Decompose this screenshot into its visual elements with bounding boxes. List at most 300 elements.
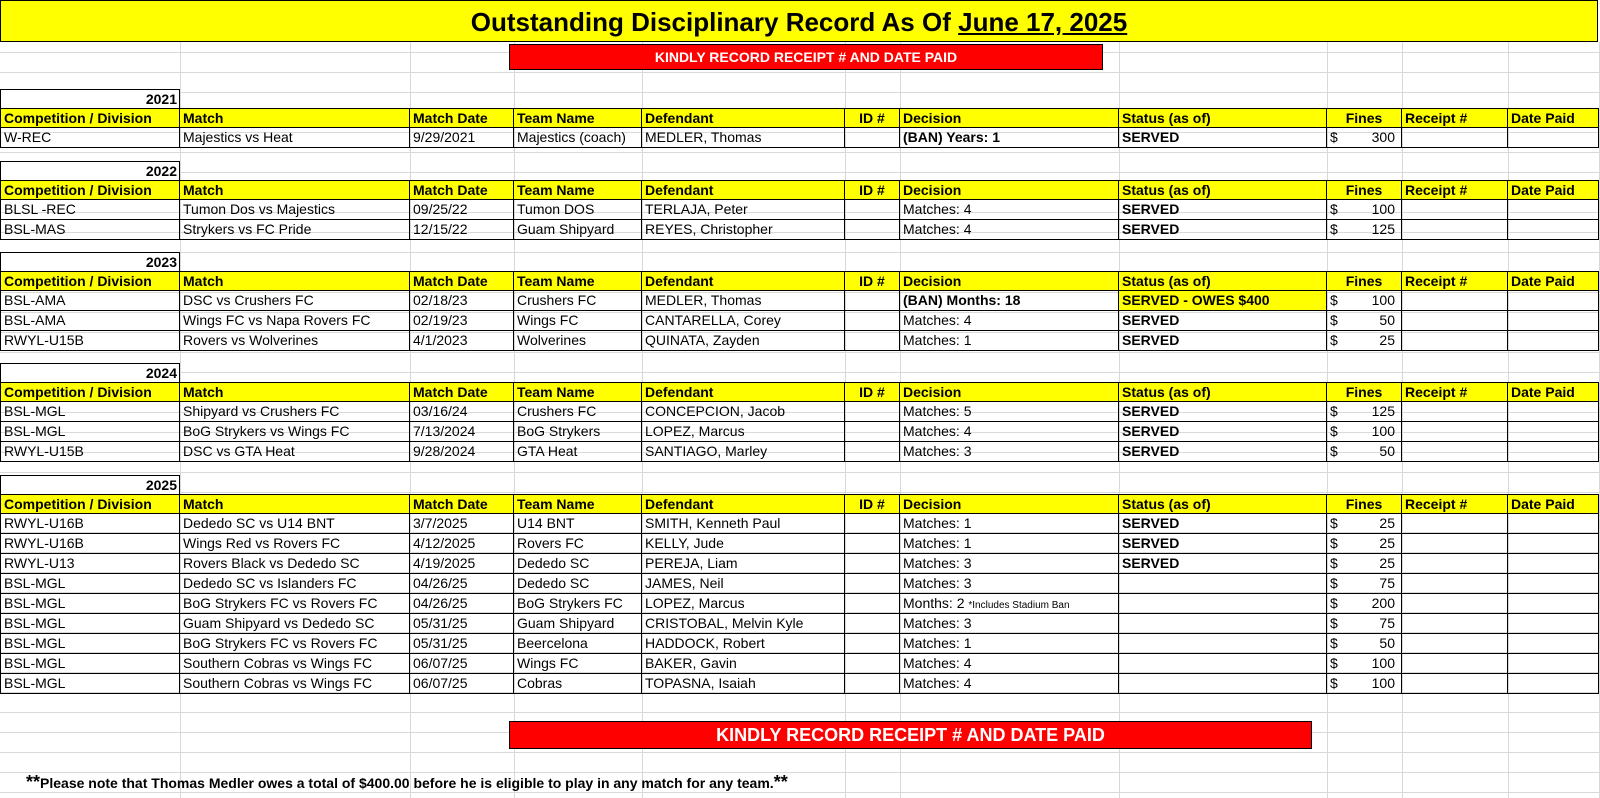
fines-cell bbox=[1327, 200, 1402, 220]
defendant-cell: HADDOCK, Robert bbox=[642, 634, 845, 654]
header-defendant: Defendant bbox=[642, 494, 845, 514]
status-cell bbox=[1119, 614, 1327, 634]
receipt-cell[interactable] bbox=[1402, 654, 1508, 674]
team-name-cell: Wolverines bbox=[514, 331, 642, 351]
year-label: 2025 bbox=[0, 475, 180, 494]
decision-text: Matches: 3 bbox=[903, 575, 972, 591]
fine-amount: 75 bbox=[1379, 575, 1395, 591]
status-cell: SERVED bbox=[1119, 331, 1327, 351]
header-decision: Decision bbox=[900, 494, 1119, 514]
fines-cell bbox=[1327, 402, 1402, 422]
division-cell: BSL-AMA bbox=[0, 291, 180, 311]
header-id: ID # bbox=[845, 494, 900, 514]
header-id: ID # bbox=[845, 271, 900, 291]
id-cell bbox=[845, 422, 900, 442]
footnote-text: Please note that Thomas Medler owes a total of $400.00 before he is eligible to play in any match for any team. bbox=[40, 775, 774, 791]
match-date-cell: 04/26/25 bbox=[410, 594, 514, 614]
date-paid-cell[interactable] bbox=[1508, 200, 1599, 220]
header-receipt: Receipt # bbox=[1402, 180, 1508, 200]
match-date-cell: 02/18/23 bbox=[410, 291, 514, 311]
match-cell: Strykers vs FC Pride bbox=[180, 220, 410, 240]
decision-text: Matches: 4 bbox=[903, 655, 972, 671]
date-paid-cell[interactable] bbox=[1508, 128, 1599, 148]
team-name-cell: Rovers FC bbox=[514, 534, 642, 554]
header-team-name: Team Name bbox=[514, 382, 642, 402]
team-name-cell: BoG Strykers FC bbox=[514, 594, 642, 614]
fine-amount: 125 bbox=[1371, 403, 1395, 419]
team-name-cell: Dededo SC bbox=[514, 554, 642, 574]
decision-text: Matches: 4 bbox=[903, 423, 972, 439]
fines-cell bbox=[1327, 614, 1402, 634]
decision-text: Matches: 3 bbox=[903, 555, 972, 571]
header-competition: Competition / Division bbox=[0, 382, 180, 402]
table-row bbox=[0, 594, 1599, 614]
defendant-cell: MEDLER, Thomas bbox=[642, 291, 845, 311]
match-cell: Dededo SC vs U14 BNT bbox=[180, 514, 410, 534]
id-cell bbox=[845, 634, 900, 654]
currency-symbol: $ bbox=[1330, 312, 1338, 328]
fine-amount: 100 bbox=[1371, 201, 1395, 217]
receipt-cell[interactable] bbox=[1402, 594, 1508, 614]
header-fines: Fines bbox=[1327, 180, 1402, 200]
match-date-cell: 02/19/23 bbox=[410, 311, 514, 331]
team-name-cell: Crushers FC bbox=[514, 291, 642, 311]
match-date-cell: 04/26/25 bbox=[410, 574, 514, 594]
status-cell bbox=[1119, 634, 1327, 654]
currency-symbol: $ bbox=[1330, 201, 1338, 217]
match-cell: BoG Strykers FC vs Rovers FC bbox=[180, 634, 410, 654]
receipt-cell[interactable] bbox=[1402, 514, 1508, 534]
receipt-cell[interactable] bbox=[1402, 291, 1508, 311]
decision-cell bbox=[900, 402, 1119, 422]
header-decision: Decision bbox=[900, 180, 1119, 200]
team-name-cell: Majestics (coach) bbox=[514, 128, 642, 148]
decision-text: Matches: 5 bbox=[903, 403, 972, 419]
decision-cell bbox=[900, 200, 1119, 220]
team-name-cell: Guam Shipyard bbox=[514, 220, 642, 240]
year-label: 2024 bbox=[0, 363, 180, 382]
status-cell bbox=[1119, 674, 1327, 694]
header-id: ID # bbox=[845, 180, 900, 200]
decision-text: Matches: 4 bbox=[903, 312, 972, 328]
team-name-cell: Cobras bbox=[514, 674, 642, 694]
date-paid-cell[interactable] bbox=[1508, 534, 1599, 554]
division-cell: W-REC bbox=[0, 128, 180, 148]
receipt-cell[interactable] bbox=[1402, 634, 1508, 654]
defendant-cell: CRISTOBAL, Melvin Kyle bbox=[642, 614, 845, 634]
id-cell bbox=[845, 402, 900, 422]
fine-amount: 100 bbox=[1371, 675, 1395, 691]
division-cell: BSL-MGL bbox=[0, 574, 180, 594]
fine-amount: 25 bbox=[1379, 332, 1395, 348]
currency-symbol: $ bbox=[1330, 655, 1338, 671]
receipt-cell[interactable] bbox=[1402, 128, 1508, 148]
defendant-cell: SANTIAGO, Marley bbox=[642, 442, 845, 462]
header-match: Match bbox=[180, 108, 410, 128]
header-defendant: Defendant bbox=[642, 180, 845, 200]
decision-text: Matches: 3 bbox=[903, 443, 972, 459]
header-status: Status (as of) bbox=[1119, 180, 1327, 200]
fine-amount: 50 bbox=[1379, 443, 1395, 459]
date-paid-cell[interactable] bbox=[1508, 574, 1599, 594]
match-cell: Majestics vs Heat bbox=[180, 128, 410, 148]
match-cell: Rovers Black vs Dededo SC bbox=[180, 554, 410, 574]
decision-cell bbox=[900, 128, 1119, 148]
header-receipt: Receipt # bbox=[1402, 108, 1508, 128]
gridline bbox=[0, 352, 1600, 353]
header-date-paid: Date Paid bbox=[1508, 180, 1599, 200]
currency-symbol: $ bbox=[1330, 423, 1338, 439]
match-cell: DSC vs Crushers FC bbox=[180, 291, 410, 311]
header-competition: Competition / Division bbox=[0, 108, 180, 128]
table-row bbox=[0, 574, 1599, 594]
receipt-cell[interactable] bbox=[1402, 614, 1508, 634]
decision-cell bbox=[900, 614, 1119, 634]
table-row bbox=[0, 634, 1599, 654]
decision-text: (BAN) Months: 18 bbox=[903, 292, 1021, 308]
fine-amount: 50 bbox=[1379, 635, 1395, 651]
header-match-date: Match Date bbox=[410, 108, 514, 128]
defendant-cell: KELLY, Jude bbox=[642, 534, 845, 554]
currency-symbol: $ bbox=[1330, 575, 1338, 591]
decision-cell bbox=[900, 422, 1119, 442]
division-cell: RWYL-U15B bbox=[0, 331, 180, 351]
header-row bbox=[0, 271, 1599, 291]
header-match-date: Match Date bbox=[410, 271, 514, 291]
decision-cell bbox=[900, 554, 1119, 574]
match-date-cell: 4/1/2023 bbox=[410, 331, 514, 351]
header-team-name: Team Name bbox=[514, 494, 642, 514]
defendant-cell: SMITH, Kenneth Paul bbox=[642, 514, 845, 534]
division-cell: BSL-MGL bbox=[0, 614, 180, 634]
status-cell: SERVED bbox=[1119, 534, 1327, 554]
decision-cell bbox=[900, 574, 1119, 594]
table-row bbox=[0, 674, 1599, 694]
fine-amount: 25 bbox=[1379, 515, 1395, 531]
date-paid-cell[interactable] bbox=[1508, 402, 1599, 422]
header-id: ID # bbox=[845, 108, 900, 128]
fines-cell bbox=[1327, 554, 1402, 574]
decision-text: Matches: 1 bbox=[903, 635, 972, 651]
fine-amount: 100 bbox=[1371, 655, 1395, 671]
receipt-cell[interactable] bbox=[1402, 220, 1508, 240]
status-cell: SERVED bbox=[1119, 220, 1327, 240]
header-fines: Fines bbox=[1327, 494, 1402, 514]
team-name-cell: Beercelona bbox=[514, 634, 642, 654]
header-receipt: Receipt # bbox=[1402, 271, 1508, 291]
match-cell: Wings FC vs Napa Rovers FC bbox=[180, 311, 410, 331]
header-row bbox=[0, 494, 1599, 514]
status-cell: SERVED bbox=[1119, 554, 1327, 574]
fine-amount: 25 bbox=[1379, 535, 1395, 551]
id-cell bbox=[845, 654, 900, 674]
date-paid-cell[interactable] bbox=[1508, 422, 1599, 442]
receipt-cell[interactable] bbox=[1402, 402, 1508, 422]
receipt-cell[interactable] bbox=[1402, 422, 1508, 442]
header-match-date: Match Date bbox=[410, 494, 514, 514]
id-cell bbox=[845, 331, 900, 351]
match-cell: BoG Strykers vs Wings FC bbox=[180, 422, 410, 442]
header-match-date: Match Date bbox=[410, 180, 514, 200]
fines-cell bbox=[1327, 291, 1402, 311]
currency-symbol: $ bbox=[1330, 403, 1338, 419]
currency-symbol: $ bbox=[1330, 221, 1338, 237]
match-date-cell: 12/15/22 bbox=[410, 220, 514, 240]
decision-cell bbox=[900, 594, 1119, 614]
header-status: Status (as of) bbox=[1119, 271, 1327, 291]
fine-amount: 125 bbox=[1371, 221, 1395, 237]
team-name-cell: Wings FC bbox=[514, 311, 642, 331]
table-row bbox=[0, 514, 1599, 534]
receipt-cell[interactable] bbox=[1402, 331, 1508, 351]
fines-cell bbox=[1327, 128, 1402, 148]
defendant-cell: TOPASNA, Isaiah bbox=[642, 674, 845, 694]
match-cell: Shipyard vs Crushers FC bbox=[180, 402, 410, 422]
receipt-cell[interactable] bbox=[1402, 200, 1508, 220]
status-cell: SERVED bbox=[1119, 514, 1327, 534]
decision-note: *Includes Stadium Ban bbox=[968, 600, 1070, 611]
match-date-cell: 09/25/22 bbox=[410, 200, 514, 220]
division-cell: BSL-MGL bbox=[0, 422, 180, 442]
fine-amount: 25 bbox=[1379, 555, 1395, 571]
team-name-cell: Wings FC bbox=[514, 654, 642, 674]
match-cell: Southern Cobras vs Wings FC bbox=[180, 654, 410, 674]
gridline bbox=[0, 72, 1600, 73]
id-cell bbox=[845, 200, 900, 220]
fines-cell bbox=[1327, 422, 1402, 442]
status-cell: SERVED bbox=[1119, 200, 1327, 220]
date-paid-cell[interactable] bbox=[1508, 514, 1599, 534]
decision-cell bbox=[900, 654, 1119, 674]
fines-cell bbox=[1327, 514, 1402, 534]
year-label: 2023 bbox=[0, 252, 180, 271]
team-name-cell: GTA Heat bbox=[514, 442, 642, 462]
decision-cell bbox=[900, 291, 1119, 311]
match-date-cell: 9/28/2024 bbox=[410, 442, 514, 462]
fines-cell bbox=[1327, 331, 1402, 351]
team-name-cell: Crushers FC bbox=[514, 402, 642, 422]
team-name-cell: Guam Shipyard bbox=[514, 614, 642, 634]
receipt-cell[interactable] bbox=[1402, 534, 1508, 554]
decision-text: Matches: 4 bbox=[903, 201, 972, 217]
currency-symbol: $ bbox=[1330, 595, 1338, 611]
match-cell: DSC vs GTA Heat bbox=[180, 442, 410, 462]
division-cell: BSL-MGL bbox=[0, 654, 180, 674]
gridline bbox=[0, 712, 1600, 713]
date-paid-cell[interactable] bbox=[1508, 614, 1599, 634]
date-paid-cell[interactable] bbox=[1508, 442, 1599, 462]
fine-amount: 100 bbox=[1371, 423, 1395, 439]
header-status: Status (as of) bbox=[1119, 108, 1327, 128]
date-paid-cell[interactable] bbox=[1508, 634, 1599, 654]
currency-symbol: $ bbox=[1330, 555, 1338, 571]
division-cell: BLSL -REC bbox=[0, 200, 180, 220]
division-cell: BSL-AMA bbox=[0, 311, 180, 331]
table-row bbox=[0, 331, 1599, 351]
fines-cell bbox=[1327, 674, 1402, 694]
defendant-cell: MEDLER, Thomas bbox=[642, 128, 845, 148]
decision-text: (BAN) Years: 1 bbox=[903, 129, 1001, 145]
header-row bbox=[0, 108, 1599, 128]
status-cell: SERVED - OWES $400 bbox=[1119, 291, 1327, 311]
receipt-cell[interactable] bbox=[1402, 311, 1508, 331]
status-cell: SERVED bbox=[1119, 402, 1327, 422]
defendant-cell: LOPEZ, Marcus bbox=[642, 422, 845, 442]
status-cell bbox=[1119, 594, 1327, 614]
date-paid-cell[interactable] bbox=[1508, 331, 1599, 351]
receipt-cell[interactable] bbox=[1402, 674, 1508, 694]
defendant-cell: TERLAJA, Peter bbox=[642, 200, 845, 220]
gridline bbox=[0, 92, 1600, 93]
table-row bbox=[0, 614, 1599, 634]
header-id: ID # bbox=[845, 382, 900, 402]
header-date-paid: Date Paid bbox=[1508, 494, 1599, 514]
match-date-cell: 9/29/2021 bbox=[410, 128, 514, 148]
fine-amount: 100 bbox=[1371, 292, 1395, 308]
match-date-cell: 06/07/25 bbox=[410, 674, 514, 694]
id-cell bbox=[845, 534, 900, 554]
id-cell bbox=[845, 442, 900, 462]
id-cell bbox=[845, 311, 900, 331]
header-decision: Decision bbox=[900, 271, 1119, 291]
currency-symbol: $ bbox=[1330, 515, 1338, 531]
gridline bbox=[0, 492, 1600, 493]
division-cell: RWYL-U15B bbox=[0, 442, 180, 462]
date-paid-cell[interactable] bbox=[1508, 311, 1599, 331]
defendant-cell: QUINATA, Zayden bbox=[642, 331, 845, 351]
header-fines: Fines bbox=[1327, 108, 1402, 128]
header-match-date: Match Date bbox=[410, 382, 514, 402]
header-match: Match bbox=[180, 494, 410, 514]
defendant-cell: PEREJA, Liam bbox=[642, 554, 845, 574]
decision-text: Matches: 1 bbox=[903, 332, 972, 348]
fines-cell bbox=[1327, 442, 1402, 462]
table-row bbox=[0, 422, 1599, 442]
status-cell: SERVED bbox=[1119, 128, 1327, 148]
date-paid-cell[interactable] bbox=[1508, 291, 1599, 311]
division-cell: BSL-MAS bbox=[0, 220, 180, 240]
header-match: Match bbox=[180, 271, 410, 291]
team-name-cell: U14 BNT bbox=[514, 514, 642, 534]
header-competition: Competition / Division bbox=[0, 180, 180, 200]
header-date-paid: Date Paid bbox=[1508, 382, 1599, 402]
footnote bbox=[26, 772, 788, 793]
footnote-stars-right: ** bbox=[773, 772, 788, 792]
table-row bbox=[0, 220, 1599, 240]
header-competition: Competition / Division bbox=[0, 494, 180, 514]
banner-top: KINDLY RECORD RECEIPT # AND DATE PAID bbox=[509, 44, 1103, 70]
table-row bbox=[0, 554, 1599, 574]
header-row bbox=[0, 180, 1599, 200]
gridline bbox=[0, 472, 1600, 473]
match-cell: Tumon Dos vs Majestics bbox=[180, 200, 410, 220]
decision-text: Matches: 4 bbox=[903, 221, 972, 237]
header-receipt: Receipt # bbox=[1402, 382, 1508, 402]
match-date-cell: 4/12/2025 bbox=[410, 534, 514, 554]
defendant-cell: LOPEZ, Marcus bbox=[642, 594, 845, 614]
currency-symbol: $ bbox=[1330, 292, 1338, 308]
defendant-cell: CANTARELLA, Corey bbox=[642, 311, 845, 331]
year-label: 2022 bbox=[0, 161, 180, 180]
title-text: Outstanding Disciplinary Record As Of bbox=[470, 7, 959, 37]
gridline bbox=[0, 372, 1600, 373]
match-date-cell: 7/13/2024 bbox=[410, 422, 514, 442]
defendant-cell: CONCEPCION, Jacob bbox=[642, 402, 845, 422]
table-row bbox=[0, 654, 1599, 674]
date-paid-cell[interactable] bbox=[1508, 654, 1599, 674]
header-date-paid: Date Paid bbox=[1508, 108, 1599, 128]
match-cell: Southern Cobras vs Wings FC bbox=[180, 674, 410, 694]
header-fines: Fines bbox=[1327, 382, 1402, 402]
receipt-cell[interactable] bbox=[1402, 442, 1508, 462]
footnote-stars-left: ** bbox=[26, 772, 41, 792]
match-cell: BoG Strykers FC vs Rovers FC bbox=[180, 594, 410, 614]
currency-symbol: $ bbox=[1330, 332, 1338, 348]
division-cell: RWYL-U13 bbox=[0, 554, 180, 574]
banner-bottom: KINDLY RECORD RECEIPT # AND DATE PAID bbox=[509, 721, 1312, 749]
id-cell bbox=[845, 514, 900, 534]
decision-cell bbox=[900, 442, 1119, 462]
status-cell: SERVED bbox=[1119, 311, 1327, 331]
id-cell bbox=[845, 574, 900, 594]
receipt-cell[interactable] bbox=[1402, 574, 1508, 594]
match-date-cell: 3/7/2025 bbox=[410, 514, 514, 534]
fines-cell bbox=[1327, 594, 1402, 614]
table-row bbox=[0, 442, 1599, 462]
decision-text: Matches: 4 bbox=[903, 675, 972, 691]
id-cell bbox=[845, 674, 900, 694]
currency-symbol: $ bbox=[1330, 535, 1338, 551]
decision-cell bbox=[900, 514, 1119, 534]
table-row bbox=[0, 128, 1599, 148]
header-date-paid: Date Paid bbox=[1508, 271, 1599, 291]
date-paid-cell[interactable] bbox=[1508, 220, 1599, 240]
team-name-cell: BoG Strykers bbox=[514, 422, 642, 442]
table-row bbox=[0, 291, 1599, 311]
decision-cell bbox=[900, 634, 1119, 654]
date-paid-cell[interactable] bbox=[1508, 594, 1599, 614]
table-row bbox=[0, 200, 1599, 220]
date-paid-cell[interactable] bbox=[1508, 674, 1599, 694]
gridline bbox=[0, 752, 1600, 753]
page-title bbox=[0, 0, 1598, 42]
header-team-name: Team Name bbox=[514, 180, 642, 200]
match-cell: Guam Shipyard vs Dededo SC bbox=[180, 614, 410, 634]
receipt-cell[interactable] bbox=[1402, 554, 1508, 574]
table-row bbox=[0, 402, 1599, 422]
status-cell bbox=[1119, 574, 1327, 594]
fines-cell bbox=[1327, 311, 1402, 331]
date-paid-cell[interactable] bbox=[1508, 554, 1599, 574]
fine-amount: 75 bbox=[1379, 615, 1395, 631]
decision-text: Matches: 1 bbox=[903, 535, 972, 551]
header-status: Status (as of) bbox=[1119, 494, 1327, 514]
fine-amount: 300 bbox=[1371, 129, 1395, 145]
match-cell: Rovers vs Wolverines bbox=[180, 331, 410, 351]
id-cell bbox=[845, 128, 900, 148]
team-name-cell: Dededo SC bbox=[514, 574, 642, 594]
header-match: Match bbox=[180, 382, 410, 402]
fine-amount: 50 bbox=[1379, 312, 1395, 328]
currency-symbol: $ bbox=[1330, 615, 1338, 631]
decision-cell bbox=[900, 331, 1119, 351]
defendant-cell: JAMES, Neil bbox=[642, 574, 845, 594]
decision-text: Months: 2 bbox=[903, 595, 965, 611]
gridline bbox=[0, 252, 1600, 253]
id-cell bbox=[845, 554, 900, 574]
id-cell bbox=[845, 594, 900, 614]
header-row bbox=[0, 382, 1599, 402]
